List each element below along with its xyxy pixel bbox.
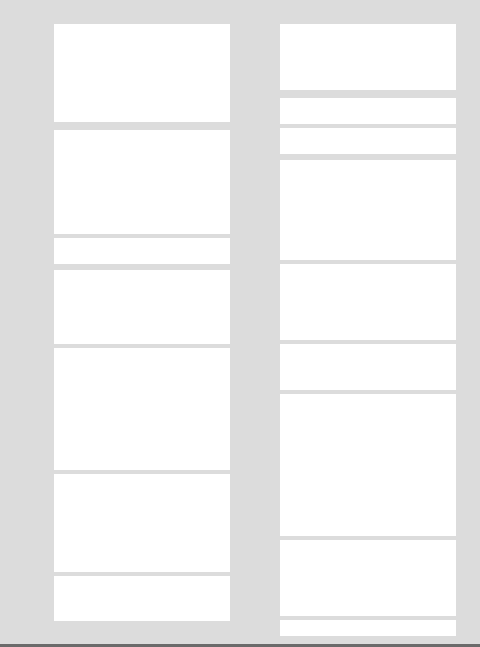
paragraph (280, 264, 456, 268)
paragraph (54, 474, 230, 478)
paragraph-block (54, 348, 230, 470)
right-column (280, 24, 456, 621)
paragraph-block (54, 130, 230, 234)
paragraph-block (54, 474, 230, 572)
paragraph (54, 348, 230, 352)
paragraph-block (54, 270, 230, 344)
section-heading (280, 98, 456, 104)
paragraph-block (280, 394, 456, 536)
paragraph-block (54, 576, 230, 621)
paragraph-block (280, 24, 456, 90)
heading-block (54, 238, 230, 264)
heading-block (280, 98, 456, 124)
section-heading (54, 238, 230, 244)
paragraph (280, 540, 456, 544)
subheading (280, 128, 456, 134)
paragraph-block (280, 540, 456, 616)
heading-block (280, 128, 456, 154)
paragraph (54, 270, 230, 274)
paragraph-block (54, 24, 230, 122)
paragraph (54, 130, 230, 134)
paragraph (280, 160, 456, 164)
paragraph-block (280, 344, 456, 390)
paragraph (280, 394, 456, 398)
paragraph-block (280, 264, 456, 340)
paragraph (54, 24, 230, 28)
left-column (54, 24, 230, 621)
paragraph-block (280, 160, 456, 260)
page-footer (454, 630, 458, 641)
paragraph (280, 344, 456, 348)
paragraph (54, 576, 230, 580)
paragraph-block (280, 620, 456, 636)
paragraph (280, 620, 456, 624)
paragraph (280, 24, 456, 28)
